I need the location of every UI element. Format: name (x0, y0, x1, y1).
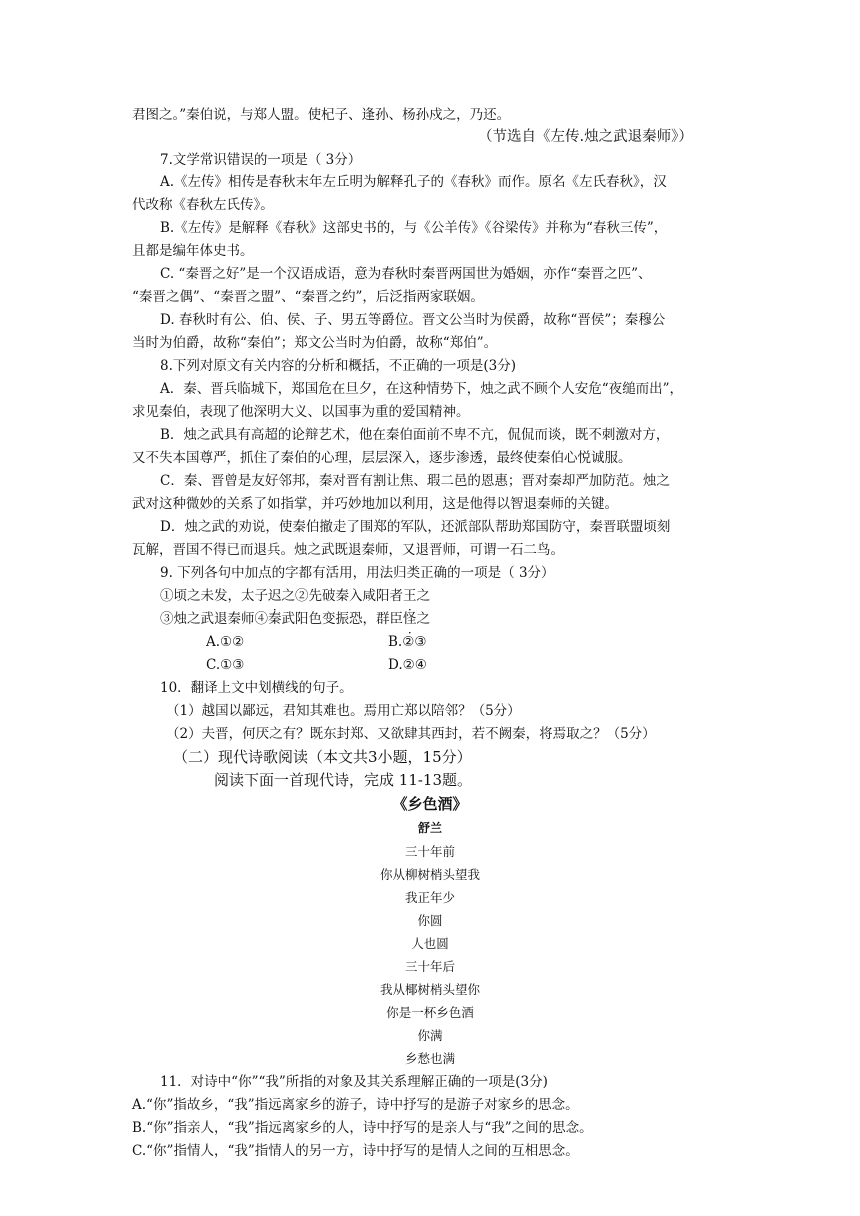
passage-source: （节选自《左传.烛之武退秦师》） (478, 129, 693, 145)
q7-option-d-line2: 当时为伯爵，故称“秦伯”；郑文公当时为伯爵，故称“郑伯”。 (132, 335, 498, 351)
q9-option-b: B.②③ (388, 634, 427, 650)
poem-line: 三十年后 (404, 959, 455, 974)
q9-option-d: D.②④ (388, 657, 427, 673)
q9-sentences-row1 (160, 587, 430, 605)
q10-stem: 10．翻译上文中划横线的句子。 (160, 680, 353, 696)
poem-line: 人也圆 (411, 936, 449, 951)
q7-option-a-line1: A.《左传》相传是春秋末年左丘明为解释孔子的《春秋》而作。原名《左氏春秋》，汉 (160, 174, 667, 190)
q8-option-b-line1: B．烛之武具有高超的论辩艺术，他在秦伯面前不卑不亢，侃侃而谈，既不刺激对方， (160, 427, 670, 443)
q7-option-c-line2: “秦晋之偶”、“秦晋之盟”、“秦晋之约”，后泛指两家联姻。 (132, 289, 484, 305)
q9-row1-text-a: ①顷之未发，太子 (160, 588, 268, 604)
q8-option-d-line1: D．烛之武的劝说，使秦伯撤走了围郑的军队，还派部队帮助郑国防守，秦晋联盟顷刻 (160, 519, 671, 535)
poem-line: 三十年前 (404, 844, 455, 859)
poem-line: 你从柳树梢头望我 (379, 867, 480, 882)
poem-author: 舒兰 (417, 821, 442, 835)
q8-option-b-line2: 又不失本国尊严，抓住了秦伯的心理，层层深入，逐步渗透，最终使秦伯心悦诚服。 (132, 450, 632, 466)
q9-option-c: C.①③ (206, 657, 245, 673)
q8-option-c-line1: C．秦、晋曾是友好邻邦，秦对晋有割让焦、瑕二邑的恩惠；晋对秦却严加防范。烛之 (160, 473, 670, 489)
q9-option-a: A.①② (206, 634, 245, 650)
poem-line: 我从椰树梢头望你 (379, 982, 480, 997)
passage-tail-line: 君图之。”秦伯说，与郑人盟。使杞子、逢孙、杨孙戍之，乃还。 (132, 107, 511, 123)
q10-sentence-2: （2）夫晋，何厌之有？既东封郑、又欲肆其西封，若不阙秦，将焉取之？（5分） (166, 726, 656, 742)
poem-line: 你是一杯乡色酒 (386, 1005, 474, 1020)
q9-row2-text-a: ③烛之武退秦师④秦武阳色变振恐，群臣 (160, 611, 403, 627)
q7-option-d-line1: D. 春秋时有公、伯、侯、子、男五等爵位。晋文公当时为侯爵，故称“晋侯”；秦穆公 (160, 312, 666, 328)
q8-option-c-line2: 武对这种微妙的关系了如指掌，并巧妙地加以利用，这是他得以智退秦师的关键。 (132, 496, 618, 512)
q7-option-b-line2: 且都是编年体史书。 (132, 243, 254, 259)
q9-sentences-row2 (160, 610, 430, 628)
section2-heading: （二）现代诗歌阅读（本文共3小题，15分） (173, 748, 472, 766)
q8-stem: 8.下列对原文有关内容的分析和概括，不正确的一项是(3分) (160, 358, 517, 374)
q9-stem: 9. 下列各句中加点的字都有活用，用法归类正确的一项是（ 3分） (160, 565, 555, 581)
q11-option-c: C.“你”指情人，“我”指情人的另一方，诗中抒写的是情人之间的互相思念。 (132, 1143, 579, 1159)
q7-option-c-line1: C. “秦晋之好”是一个汉语成语，意为春秋时秦晋两国世为婚姻，亦作“秦晋之匹”、 (160, 266, 652, 282)
q9-dotted-char-chi: 迟 (268, 588, 282, 604)
q11-stem: 11．对诗中“你”“我”所指的对象及其关系理解正确的一项是(3分) (160, 1074, 548, 1090)
section2-instruction: 阅读下面一首现代诗，完成 11-13题。 (214, 771, 473, 789)
poem-line: 你圆 (417, 913, 443, 928)
poem-line: 你满 (417, 1028, 443, 1043)
q8-option-a-line2: 求见秦伯，表现了他深明大义、以国事为重的爱国精神。 (132, 404, 470, 420)
q7-option-b-line1: B.《左传》是解释《春秋》这部史书的，与《公羊传》《谷梁传》并称为“春秋三传”， (160, 220, 668, 236)
poem-line: 我正年少 (404, 890, 455, 905)
q7-stem: 7.文学常识错误的一项是（ 3分） (160, 152, 362, 168)
q9-dotted-char-wang: 王 (403, 588, 417, 604)
q8-option-a-line1: A．秦、晋兵临城下，郑国危在旦夕，在这种情势下，烛之武不顾个人安危“夜缒而出”， (160, 381, 684, 397)
poem-title: 《乡色酒》 (392, 795, 468, 813)
q8-option-d-line2: 瓦解，晋国不得已而退兵。烛之武既退秦师，又退晋师，可谓一石二鸟。 (132, 542, 564, 558)
q9-row1-text-c: 之 (416, 588, 430, 604)
poem-line: 乡愁也满 (404, 1051, 455, 1066)
q11-option-a: A.“你”指故乡，“我”指远离家乡的游子，诗中抒写的是游子对家乡的思念。 (132, 1097, 579, 1113)
q9-row2-text-c: 之 (416, 611, 430, 627)
q9-row1-text-b: 之②先破秦入咸阳者 (281, 588, 403, 604)
q7-option-a-line2: 代改称《春秋左氏传》。 (132, 197, 274, 213)
q10-sentence-1: （1）越国以鄙远，君知其难也。焉用亡郑以陪邻？（5分） (166, 703, 521, 719)
q9-dotted-char-guai: 怪 (403, 611, 417, 627)
q11-option-b: B.“你”指亲人，“我”指远离家乡的人，诗中抒写的是亲人与“我”之间的思念。 (132, 1120, 593, 1136)
